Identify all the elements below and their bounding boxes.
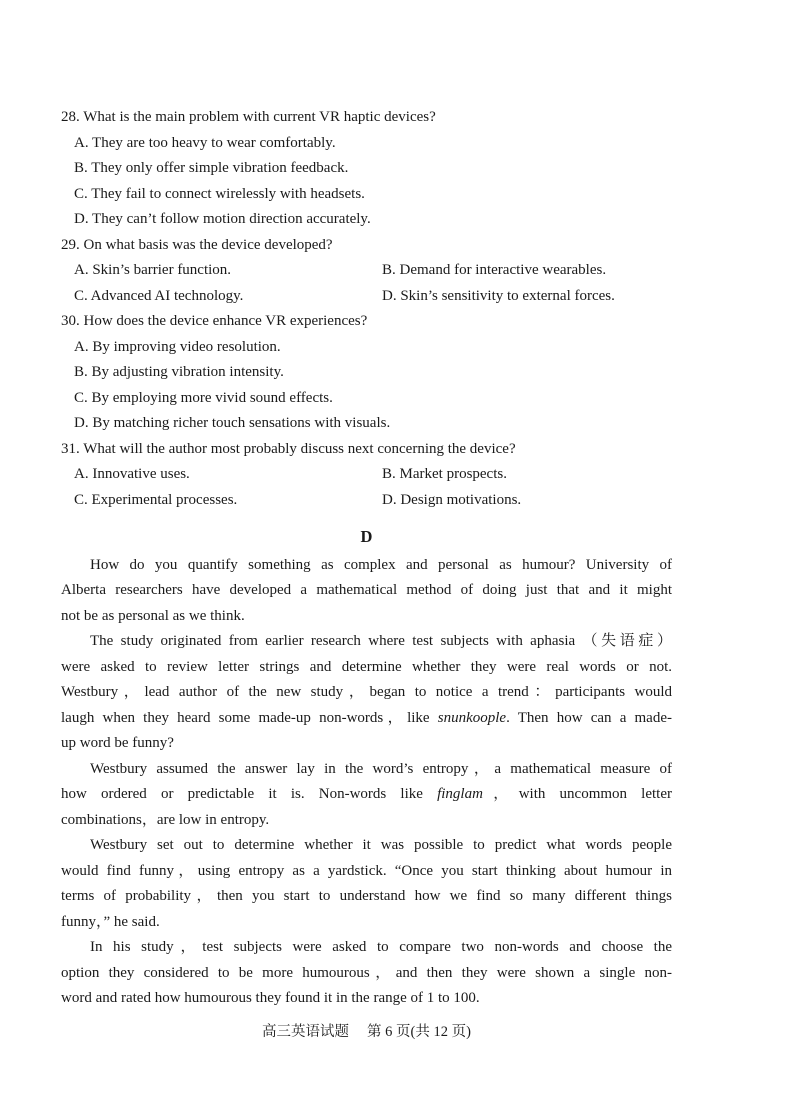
- text-segment: would find funny，using entropy as a yardstick. “Once you start thinking about humour in: [61, 862, 672, 879]
- passage-line: [61, 604, 672, 630]
- answer-option: C. By employing more vivid sound effects.: [74, 389, 333, 406]
- passage-line: [61, 935, 672, 961]
- answer-option: D. Design motivations.: [382, 491, 522, 508]
- text-segment: How do you quantify something as complex and personal as humour? University of: [90, 556, 672, 573]
- question-block: [61, 233, 672, 310]
- section-letter: D: [360, 527, 373, 546]
- passage-line: [61, 731, 672, 757]
- answer-option: C. Advanced AI technology.: [74, 287, 244, 304]
- passage-line: [61, 910, 672, 936]
- passage-line: [61, 680, 672, 706]
- text-segment: option they considered to be more humourous，and then they were shown a single non-: [61, 964, 672, 981]
- question-text: 30. How does the device enhance VR experiences?: [61, 313, 368, 329]
- text-segment: up word be funny?: [61, 735, 174, 751]
- answer-option: D. By matching richer touch sensations with visuals.: [74, 415, 391, 431]
- passage-line: [61, 859, 672, 885]
- reading-passage: [61, 553, 672, 1012]
- text-segment: word and rated how humourous they found it in the range of 1 to 100.: [61, 990, 480, 1006]
- text-segment: laugh when they heard some made-up non-words，like: [61, 709, 438, 726]
- answer-option: D. Skin’s sensitivity to external forces.: [382, 287, 615, 304]
- question-text: 28. What is the main problem with current VR haptic devices?: [61, 109, 436, 125]
- text-segment: were asked to review letter strings and determine whether they were real words or not.: [61, 658, 672, 675]
- answer-option: A. Innovative uses.: [74, 466, 190, 482]
- passage-line: [61, 808, 672, 834]
- text-segment: terms of probability，then you start to understand how we find so many different things: [61, 888, 672, 904]
- passage-line: [61, 986, 672, 1012]
- text-segment: In his study，test subjects were asked to compare two non-words and choose the: [90, 939, 672, 955]
- question-text: 29. On what basis was the device developed?: [61, 236, 333, 253]
- question-text: 31. What will the author most probably discuss next concerning the device?: [61, 440, 516, 457]
- page-content: [61, 105, 672, 1045]
- answer-option: C. They fail to connect wirelessly with headsets.: [74, 185, 365, 202]
- passage-line: [61, 884, 672, 910]
- options-grid: [61, 462, 672, 513]
- options-grid: [61, 258, 672, 309]
- text-segment: combinations，are low in entropy.: [61, 811, 270, 828]
- answer-option: B. They only offer simple vibration feedback.: [74, 160, 349, 176]
- page-footer: [61, 1020, 672, 1046]
- text-segment: . Then how can a made-: [506, 709, 672, 726]
- text-segment: Westbury set out to determine whether it was possible to predict what words people: [90, 837, 672, 853]
- italic-term: snunkoople: [437, 709, 507, 726]
- text-segment: not be as personal as we think.: [61, 607, 245, 624]
- passage-line: [61, 782, 672, 808]
- answer-option: C. Experimental processes.: [74, 491, 238, 508]
- text-segment: Westbury，lead author of the new study，began to notice a trend：participants would: [61, 684, 672, 700]
- question-block: [61, 437, 672, 514]
- text-segment: The study originated from earlier research where test subjects with aphasia （失语症）: [90, 633, 672, 649]
- answer-option: D. They can’t follow motion direction accurately.: [74, 211, 371, 227]
- passage-line: [61, 655, 672, 681]
- answer-option: A. By improving video resolution.: [74, 338, 281, 355]
- question-block: [61, 309, 672, 437]
- answer-option: B. Demand for interactive wearables.: [382, 262, 607, 278]
- text-segment: ，with uncommon letter: [482, 786, 672, 802]
- text-segment: Alberta researchers have developed a mathematical method of doing just that and it might: [61, 582, 672, 598]
- italic-term: finglam: [437, 786, 483, 802]
- passage-line: [61, 578, 672, 604]
- answer-option: A. Skin’s barrier function.: [74, 262, 232, 278]
- text-segment: funny，” he said.: [61, 913, 160, 930]
- passage-line: [61, 833, 672, 859]
- text-segment: how ordered or predictable it is. Non-words like: [61, 786, 438, 802]
- passage-line: [61, 629, 672, 655]
- passage-line: [61, 553, 672, 579]
- answer-option: B. By adjusting vibration intensity.: [74, 364, 284, 380]
- text-segment: Westbury assumed the answer lay in the word’s entropy，a mathematical measure of: [90, 760, 672, 777]
- answer-option: B. Market prospects.: [382, 466, 507, 482]
- answer-option: A. They are too heavy to wear comfortably.: [74, 134, 336, 151]
- footer-page-number: 第 6 页(共 12 页): [367, 1023, 471, 1040]
- footer-doc-title: 高三英语试题: [262, 1023, 350, 1040]
- passage-line: [61, 706, 672, 732]
- passage-line: [61, 757, 672, 783]
- passage-line: [61, 961, 672, 987]
- questions-section: [61, 105, 672, 513]
- question-block: [61, 105, 672, 233]
